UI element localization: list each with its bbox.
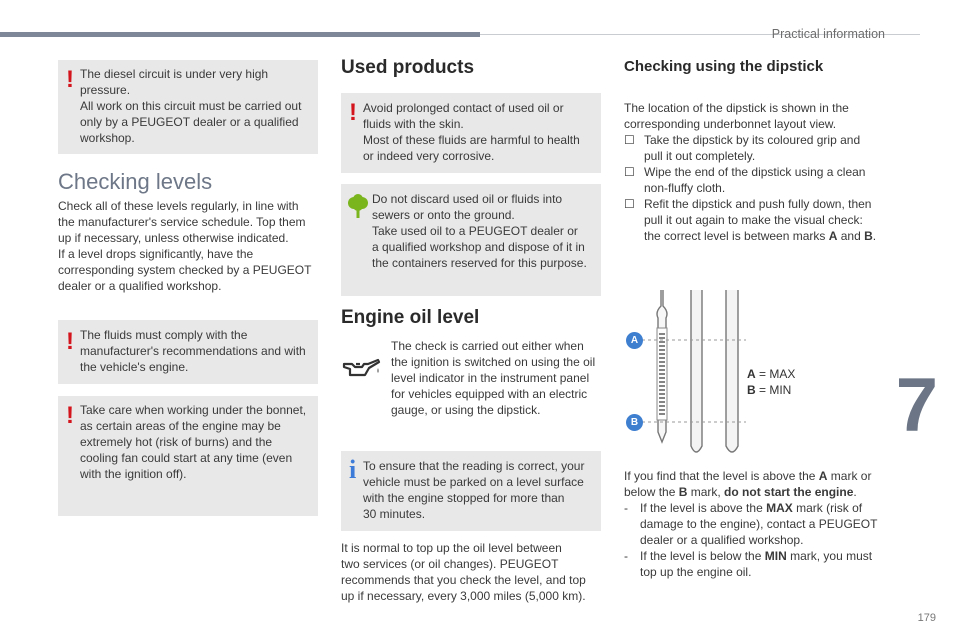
mark-b-ref: B: [864, 229, 873, 243]
text-line: level indicator in the instrument panel: [391, 371, 590, 385]
marker-a: A: [626, 332, 643, 349]
checking-levels-body: [58, 198, 320, 294]
text-line: dealer or a qualified workshop.: [58, 279, 222, 293]
mark-a-ref: A: [828, 229, 838, 243]
text-line: Avoid prolonged contact of used oil or: [363, 101, 564, 115]
list-item: [624, 132, 894, 164]
text-line: the vehicle's engine.: [80, 360, 189, 374]
page-number: 179: [917, 612, 936, 624]
text-line: vehicle must be parked on a level surface: [363, 475, 584, 489]
dipstick-result-text: [624, 468, 904, 580]
warning-box-fluids: [58, 320, 318, 384]
text-line: If a level drops significantly, have the: [58, 247, 254, 261]
text-line: [624, 468, 904, 484]
text-run: If the level is above the: [640, 501, 767, 515]
text-line: the containers reserved for this purpose.: [372, 256, 587, 270]
text-line: recommends that you check the level, and top: [341, 573, 586, 587]
text-run: .: [853, 485, 857, 499]
list-item: [624, 164, 894, 196]
text-run: the correct level is between marks: [644, 229, 829, 243]
legend-a-letter: A: [747, 367, 756, 381]
text-line: up if necessary, every 3,000 miles (5,000 km).: [341, 589, 586, 603]
exclamation-icon: !: [349, 99, 357, 126]
text-line: or indeed very corrosive.: [363, 149, 495, 163]
text-line: pull it out completely.: [644, 149, 756, 163]
min-ref: MIN: [764, 549, 787, 563]
text-line: The check is carried out either when: [391, 339, 584, 353]
text-line: dealer or a qualified workshop.: [640, 533, 804, 547]
text-line: Take used oil to a PEUGEOT dealer or: [372, 224, 578, 238]
warning-box-used: [341, 93, 601, 173]
text-line: only by a PEUGEOT dealer or a qualified: [80, 115, 299, 129]
text-line: [624, 484, 904, 500]
heading-dipstick: Checking using the dipstick: [624, 58, 824, 75]
text-line: gauge, or using the dipstick.: [391, 403, 541, 417]
text-line: Wipe the end of the dipstick using a clean: [644, 165, 866, 179]
text-run: mark,: [687, 485, 725, 499]
text-line: up if necessary, unless otherwise indicated.: [58, 231, 289, 245]
text-line: Take care when working under the bonnet,: [80, 403, 307, 417]
text-line: To ensure that the reading is correct, your: [363, 459, 585, 473]
text-run: .: [872, 229, 877, 243]
oil-top-up-text: [341, 540, 603, 604]
legend-b-text: = MIN: [755, 383, 792, 397]
text-line: a qualified workshop and dispose of it in: [372, 240, 585, 254]
text-line: the ignition is switched on using the oil: [391, 355, 596, 369]
text-line: It is normal to top up the oil level between: [341, 541, 562, 555]
eco-box: [341, 184, 601, 296]
text-line: Do not discard used oil or fluids into: [372, 192, 563, 206]
legend-min: [747, 382, 791, 398]
text-line: non-fluffy cloth.: [644, 181, 726, 195]
exclamation-icon: !: [66, 66, 74, 93]
text-line: pull it out again to make the visual check:: [644, 213, 863, 227]
text-line: with the engine stopped for more than: [363, 491, 565, 505]
checkbox-bullet-icon: ☐: [624, 197, 635, 211]
legend-max: [747, 366, 795, 382]
text-line: pressure.: [80, 83, 131, 97]
warning-box-diesel: [58, 60, 318, 154]
text-line: corresponding underbonnet layout view.: [624, 117, 837, 131]
exclamation-icon: !: [66, 328, 74, 355]
dash-bullet: -: [624, 501, 628, 515]
list-item: [624, 500, 904, 548]
text-run: and: [837, 229, 865, 243]
warning-box-bonnet: [58, 396, 318, 516]
dash-bullet: -: [624, 549, 628, 563]
dipstick-instructions: [624, 100, 894, 244]
text-line: [644, 228, 894, 244]
text-line: cooling fan could start at any time (even: [80, 451, 293, 465]
chapter-number: 7: [895, 363, 938, 448]
max-ref: MAX: [766, 501, 793, 515]
text-line: Take the dipstick by its coloured grip and: [644, 133, 861, 147]
text-line: for vehicles equipped with an electric: [391, 387, 588, 401]
text-line: workshop.: [80, 131, 135, 145]
header-rule: [0, 32, 480, 37]
heading-checking-levels: Checking levels: [58, 169, 213, 194]
list-item: [624, 196, 894, 244]
checkbox-bullet-icon: ☐: [624, 165, 635, 179]
text-run: mark, you must: [786, 549, 873, 563]
legend-a-text: = MAX: [755, 367, 796, 381]
heading-engine-oil-level: Engine oil level: [341, 307, 480, 328]
text-line: [640, 500, 904, 516]
marker-b: B: [626, 414, 643, 431]
text-line: [640, 548, 904, 564]
text-line: The diesel circuit is under very high: [80, 67, 269, 81]
text-run: mark or: [827, 469, 872, 483]
mark-b-ref: B: [678, 485, 688, 499]
text-run: If the level is below the: [640, 549, 765, 563]
info-box: [341, 451, 601, 531]
text-line: All work on this circuit must be carried out: [80, 99, 302, 113]
oil-level-text: [391, 338, 603, 418]
text-line: fluids with the skin.: [363, 117, 464, 131]
checkbox-bullet-icon: ☐: [624, 133, 635, 147]
heading-used-products: Used products: [341, 57, 475, 78]
text-run: If you find that the level is above the: [624, 469, 819, 483]
text-line: corresponding system checked by a PEUGEOT: [58, 263, 312, 277]
text-line: top up the engine oil.: [640, 565, 752, 579]
text-line: Most of these fluids are harmful to health: [363, 133, 580, 147]
text-line: sewers or onto the ground.: [372, 208, 515, 222]
info-icon: i: [349, 455, 357, 484]
text-line: Check all of these levels regularly, in line with: [58, 199, 299, 213]
text-line: 30 minutes.: [363, 507, 426, 521]
text-line: as certain areas of the engine may be: [80, 419, 281, 433]
text-run: mark (risk of: [792, 501, 863, 515]
list-item: [624, 548, 904, 580]
tree-icon: [347, 194, 369, 220]
section-title: Practical information: [771, 27, 885, 41]
text-line: extremely hot (risk of burns) and the: [80, 435, 273, 449]
mark-a-ref: A: [818, 469, 828, 483]
do-not-start-warning: do not start the engine: [724, 485, 854, 499]
legend-b-letter: B: [747, 383, 756, 397]
oil-can-icon: [342, 356, 382, 382]
text-line: the manufacturer's service schedule. Top them: [58, 215, 306, 229]
text-line: with the ignition off).: [80, 467, 187, 481]
text-line: Refit the dipstick and push fully down, then: [644, 197, 872, 211]
text-line: two services (or oil changes). PEUGEOT: [341, 557, 559, 571]
text-line: manufacturer's recommendations and with: [80, 344, 306, 358]
text-run: below the: [624, 485, 679, 499]
text-line: damage to the engine), contact a PEUGEOT: [640, 517, 878, 531]
text-line: The location of the dipstick is shown in the: [624, 101, 849, 115]
exclamation-icon: !: [66, 402, 74, 429]
text-line: The fluids must comply with the: [80, 328, 248, 342]
